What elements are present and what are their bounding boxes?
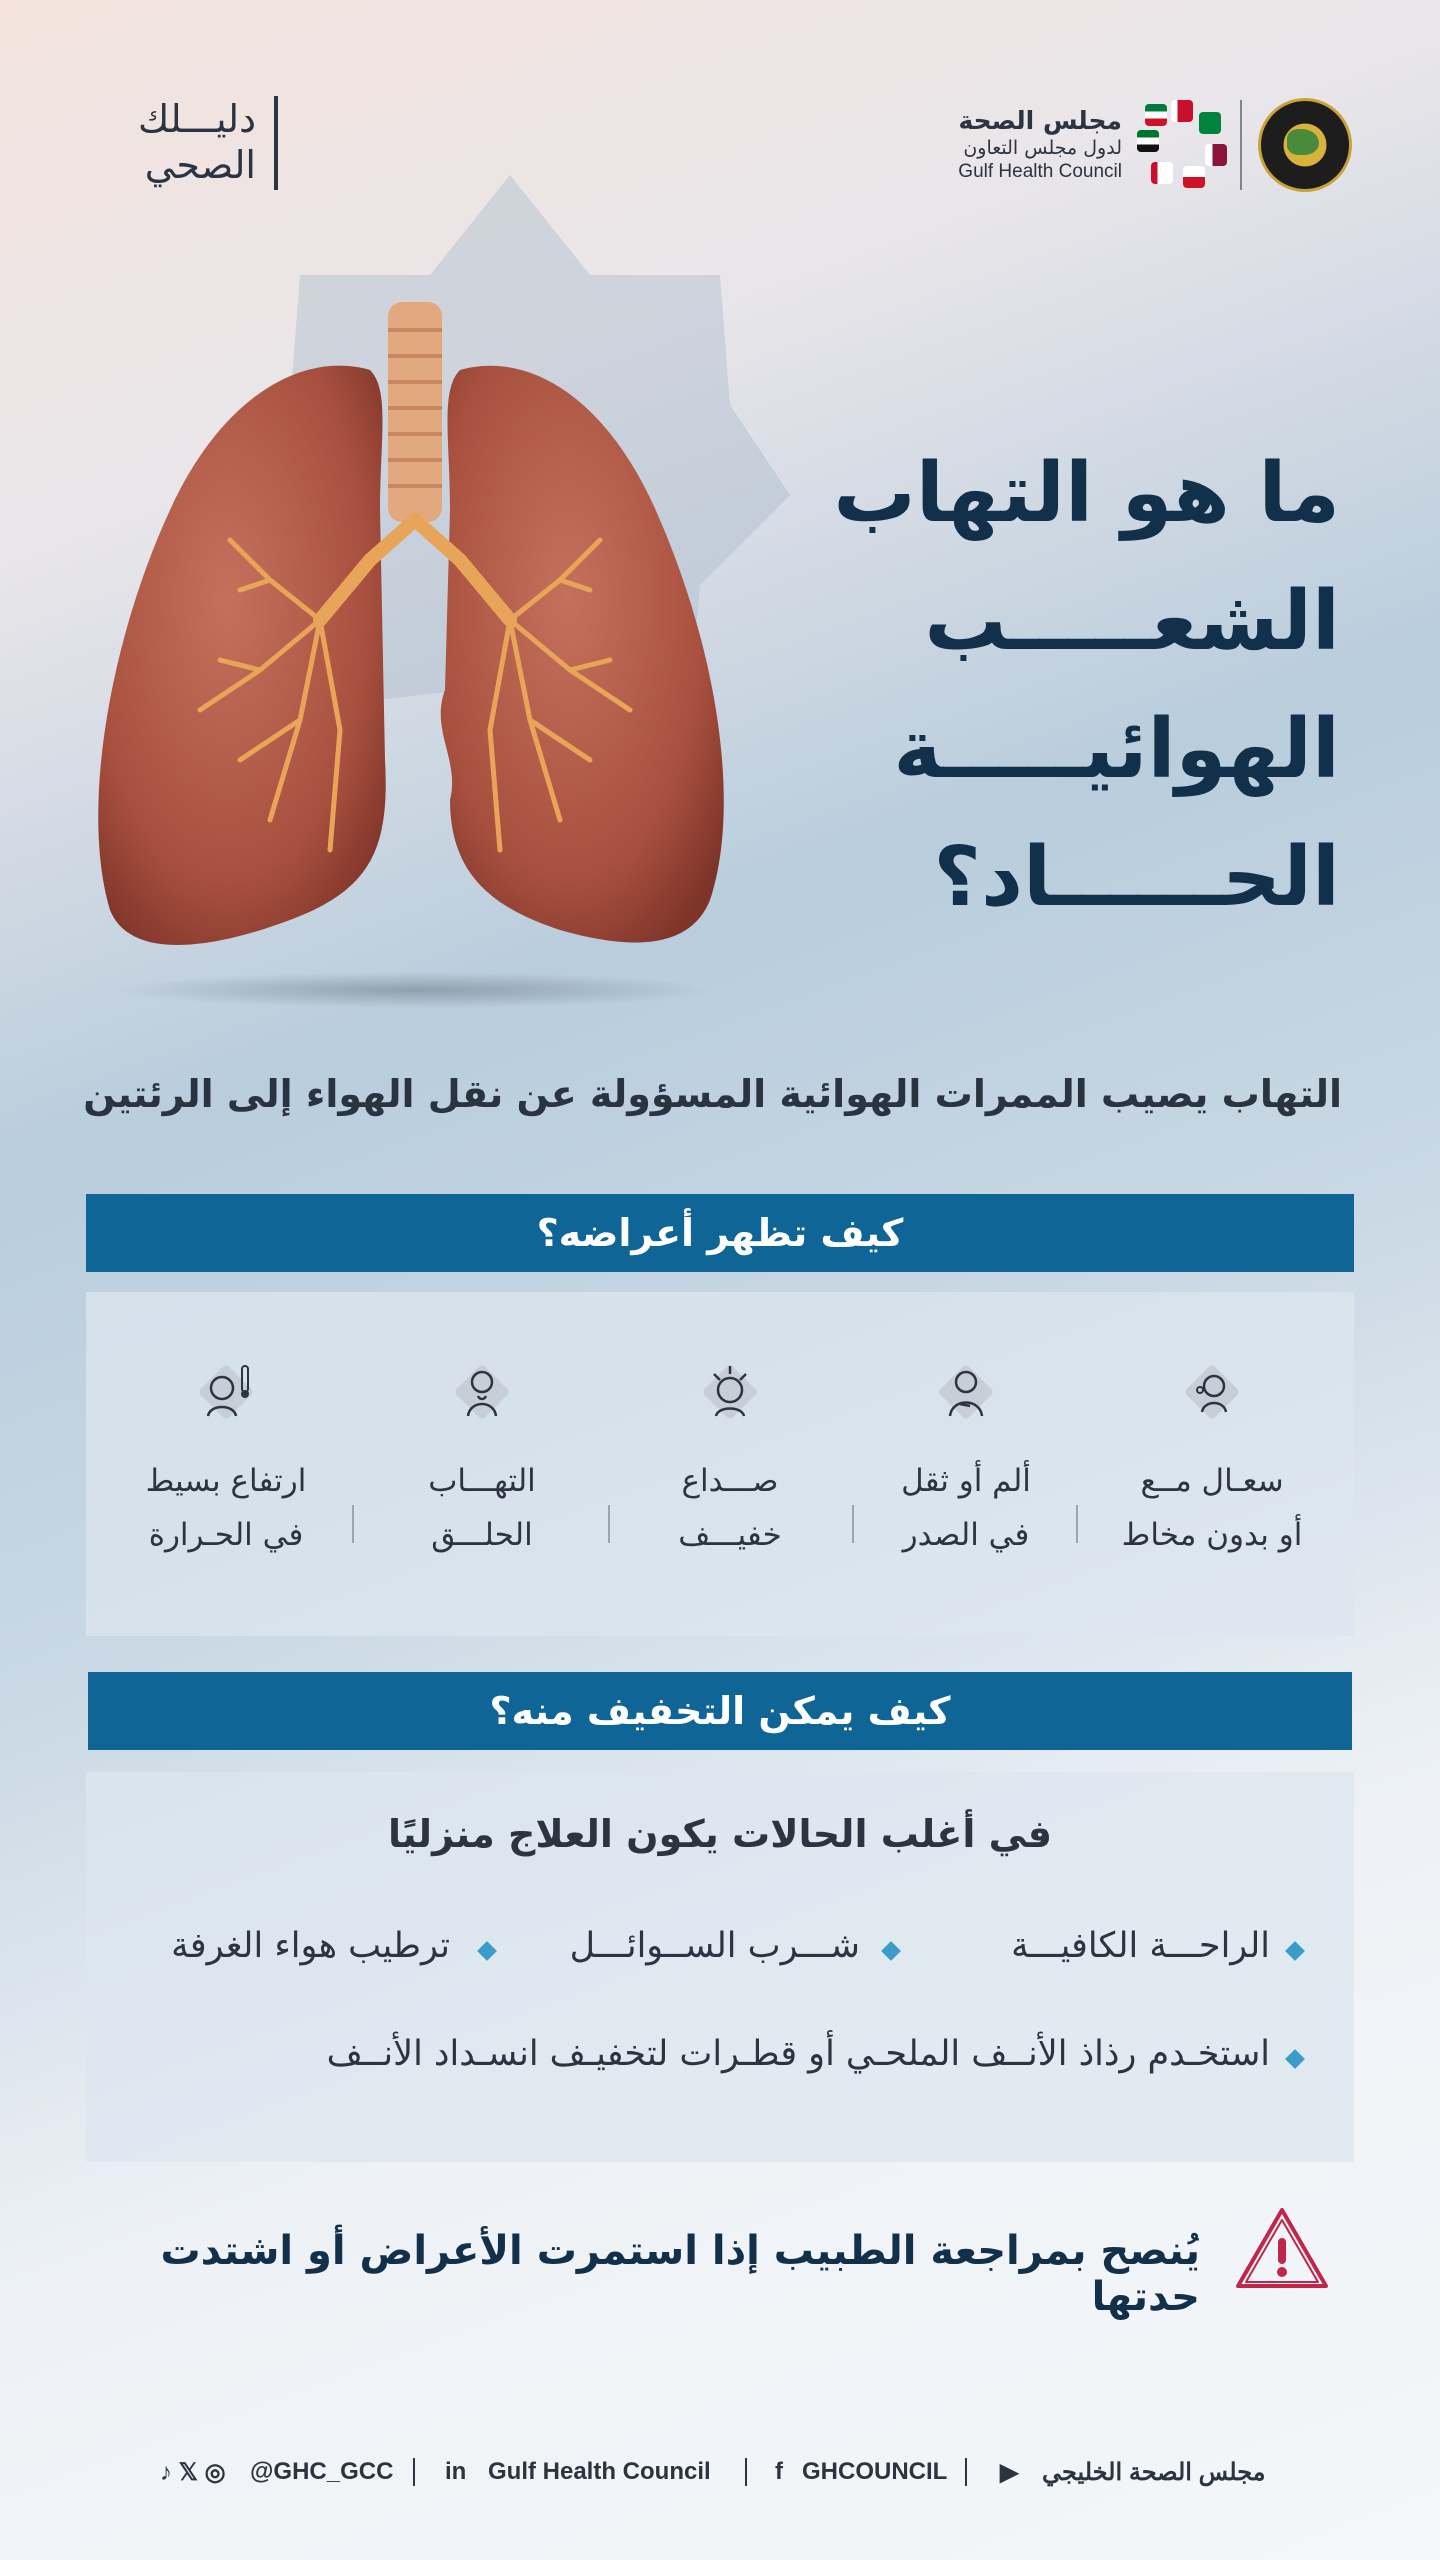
linkedin-icon[interactable]: in: [445, 2458, 467, 2485]
youtube-icon[interactable]: ▶: [1000, 2459, 1019, 2486]
symptoms-heading: كيف تظهر أعراضه؟: [86, 1194, 1354, 1272]
facebook-icon[interactable]: f: [775, 2458, 783, 2485]
logo-divider: [1240, 100, 1242, 190]
footer-separator: [745, 2458, 747, 2486]
symptom-label: سعـال مــع أو بدون مخاط: [1121, 1463, 1303, 1553]
social-icons[interactable]: ♪ 𝕏 ◎: [160, 2459, 226, 2486]
warning-triangle-icon: [1232, 2204, 1332, 2294]
definition-text: التهاب يصيب الممرات الهوائية المسؤولة عن نقل الهواء إلى الرئتين: [83, 1072, 1342, 1116]
footer-separator: [413, 2458, 415, 2486]
tip-humidify: ترطيب هواء الغرفة: [171, 1926, 450, 1966]
footer-youtube[interactable]: مجلس الصحة الخليجي: [1042, 2459, 1266, 2486]
tip-rest: الراحـــة الكافيـــة: [1011, 1926, 1270, 1966]
tip-nasal-spray: استخـدم رذاذ الأنــف الملحـي أو قطـرات لتخفيـف انسـداد الأنــف: [326, 2034, 1270, 2074]
symptom-item: [116, 1360, 336, 1562]
title-line-1: ما هو التهاب: [833, 446, 1340, 541]
home-treatment-note: في أغلب الحالات يكون العلاج منزليًا: [388, 1812, 1052, 1856]
tip-fluids: شـــرب الســوائـــل: [569, 1926, 860, 1966]
footer-linkedin[interactable]: Gulf Health Council: [488, 2458, 711, 2485]
council-name: [932, 106, 1122, 183]
footer-social-bar: [150, 2450, 1290, 2494]
sore-throat-person-icon: [450, 1360, 514, 1424]
guide-line-2: الصحي: [144, 143, 256, 187]
fever-thermometer-icon: [194, 1360, 258, 1424]
coughing-person-icon: [1180, 1360, 1244, 1424]
title-line-4: الحــــــاد؟: [933, 830, 1340, 925]
footer-handle[interactable]: @GHC_GCC: [250, 2458, 394, 2485]
council-name-en: Gulf Health Council: [958, 161, 1122, 182]
gcc-seal-icon: [1258, 98, 1352, 192]
gcc-flags-ring-icon: [1137, 100, 1227, 190]
symptom-item: [856, 1360, 1076, 1562]
doctor-warning-text: يُنصح بمراجعة الطبيب إذا استمرت الأعراض أو اشتدت حدتها: [160, 2228, 1200, 2320]
symptom-separator: [352, 1505, 354, 1543]
symptom-item: [1102, 1360, 1322, 1562]
symptom-separator: [1076, 1505, 1078, 1543]
symptom-item: [620, 1360, 840, 1562]
guide-line-1: دليـــلك: [138, 97, 256, 141]
headache-person-icon: [698, 1360, 762, 1424]
symptom-label: ألم أو ثقل في الصدر: [901, 1463, 1031, 1553]
symptom-separator: [608, 1505, 610, 1543]
chest-pain-person-icon: [934, 1360, 998, 1424]
council-name-ar-line1: مجلس الصحة: [958, 106, 1122, 135]
relief-heading: كيف يمكن التخفيف منه؟: [88, 1672, 1352, 1750]
footer-facebook[interactable]: GHCOUNCIL: [802, 2458, 948, 2485]
footer-separator: [965, 2458, 967, 2486]
title-line-3: الهوائيـــــة: [893, 702, 1340, 797]
gulf-health-council-logo: [932, 96, 1352, 192]
symptom-separator: [852, 1505, 854, 1543]
symptom-label: صـــداع خفيـــف: [678, 1463, 782, 1553]
title-line-2: الشعـــــب: [924, 574, 1340, 669]
symptom-label: التهـــاب الحلـــق: [428, 1463, 536, 1553]
council-name-ar-line2: لدول مجلس التعاون: [963, 137, 1122, 159]
symptom-label: ارتفاع بسيط في الحـرارة: [145, 1463, 307, 1553]
page-title: [780, 430, 1340, 942]
symptom-item: [372, 1360, 592, 1562]
lungs-illustration-icon: [70, 290, 760, 1010]
